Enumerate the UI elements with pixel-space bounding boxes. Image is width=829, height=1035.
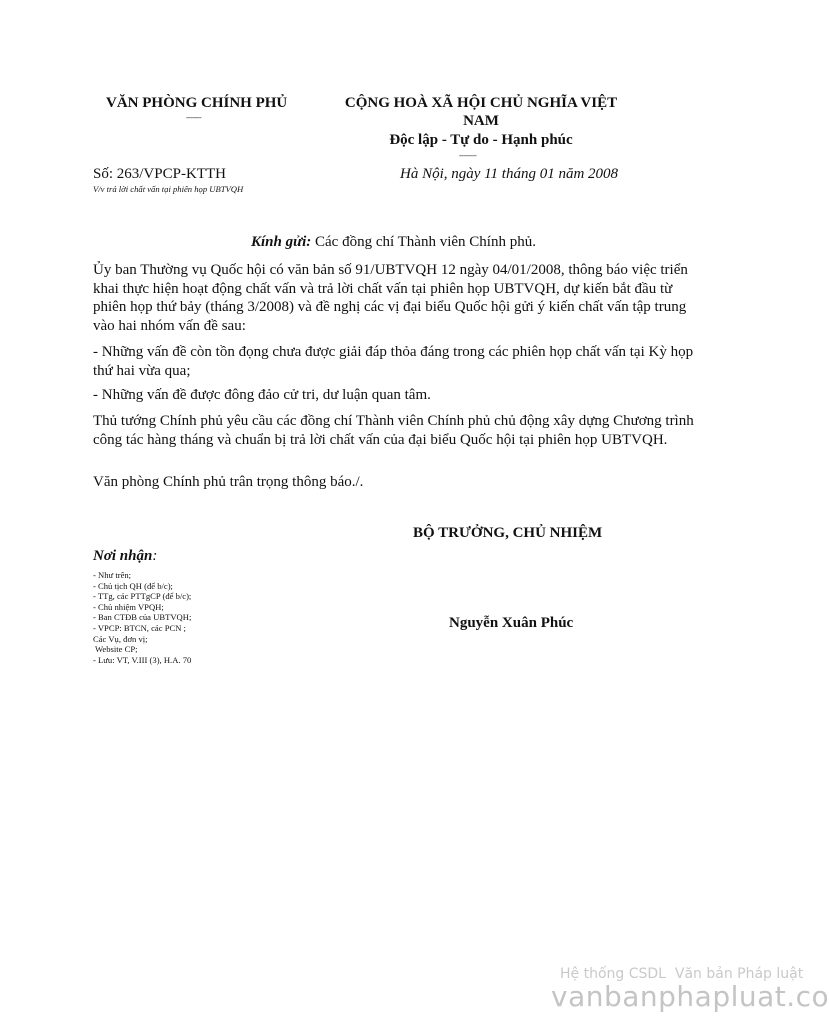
national-motto: Độc lập - Tự do - Hạnh phúc — [389, 132, 573, 148]
recipient-item: - Lưu: VT, V.III (3), H.A. 70 — [93, 654, 192, 665]
recipients-heading — [93, 548, 157, 565]
recipients-colon: : — [152, 548, 158, 564]
agency-name: VĂN PHÒNG CHÍNH PHỦ — [106, 95, 288, 111]
greeting-text: Các đồng chí Thành viên Chính phủ. — [311, 234, 536, 250]
recipient-item: - Ban CTĐB của UBTVQH; — [93, 612, 192, 623]
greeting — [251, 234, 536, 251]
nation-title: CỘNG HOÀ XÃ HỘI CHỦ NGHĨA VIỆT — [344, 95, 618, 111]
recipient-item: - Chủ tịch QH (để b/c); — [93, 580, 173, 591]
recipients-label: Nơi nhận — [93, 548, 153, 564]
watermark-site: vanbanphapluat.co — [551, 980, 829, 1013]
recipient-item: - VPCP: BTCN, các PCN ; — [93, 622, 186, 633]
document-subject: V/v trả lời chất vấn tại phiên họp UBTVQH — [93, 184, 244, 194]
recipient-item: - TTg, các PTTgCP (để b/c); — [93, 591, 192, 602]
signer-name: Nguyễn Xuân Phúc — [449, 615, 574, 631]
agency-divider: ------- — [186, 113, 202, 122]
recipient-item: - Như trên; — [93, 570, 132, 580]
body-paragraph-4: Thủ tướng Chính phủ yêu cầu các đồng chí Thành viên Chính phủ chủ động xây dựng Chương trình công tác hàng tháng và chuẩn bị trả lời chất vấn của đại biểu Quốc hội tại phiên họp UBTVQH. — [93, 413, 694, 448]
motto-divider: -------- — [459, 151, 477, 160]
recipient-item: - Chủ nhiệm VPQH; — [93, 601, 164, 612]
body-paragraph-1: Ủy ban Thường vụ Quốc hội có văn bản số 91/UBTVQH 12 ngày 04/01/2008, thông báo việc triển khai thực hiện hoạt động chất vấn và trả lời chất vấn tại phiên họp UBTVQH, dự kiến bắt đầu từ phiên họp thứ bảy (tháng 3/2008) và đề nghị các vị đại biểu Quốc hội gửi ý kiến chất vấn tập trung vào hai nhóm vấn đề sau: — [93, 262, 688, 334]
recipients-list — [93, 570, 191, 665]
body-paragraph-2: - Những vấn đề còn tồn đọng chưa được giải đáp thỏa đáng trong các phiên họp chất vấn tại Kỳ họp thứ hai vừa qua; — [93, 344, 694, 379]
place-date: Hà Nội, ngày 11 tháng 01 năm 2008 — [400, 166, 619, 182]
greeting-label: Kính gửi: — [251, 234, 312, 250]
watermark-caption: Hệ thống CSDL Văn bản Pháp luật — [560, 966, 804, 982]
body-paragraph-5: Văn phòng Chính phủ trân trọng thông báo./. — [93, 474, 364, 490]
nation-title-cont: NAM — [463, 113, 499, 129]
signer-title: BỘ TRƯỞNG, CHỦ NHIỆM — [413, 525, 603, 541]
recipient-item: Website CP; — [93, 644, 138, 655]
document-number: Số: 263/VPCP-KTTH — [93, 166, 226, 182]
body-paragraph-3: - Những vấn đề được đông đảo cử tri, dư luận quan tâm. — [93, 387, 431, 403]
recipient-item: Các Vụ, đơn vị; — [93, 633, 148, 644]
